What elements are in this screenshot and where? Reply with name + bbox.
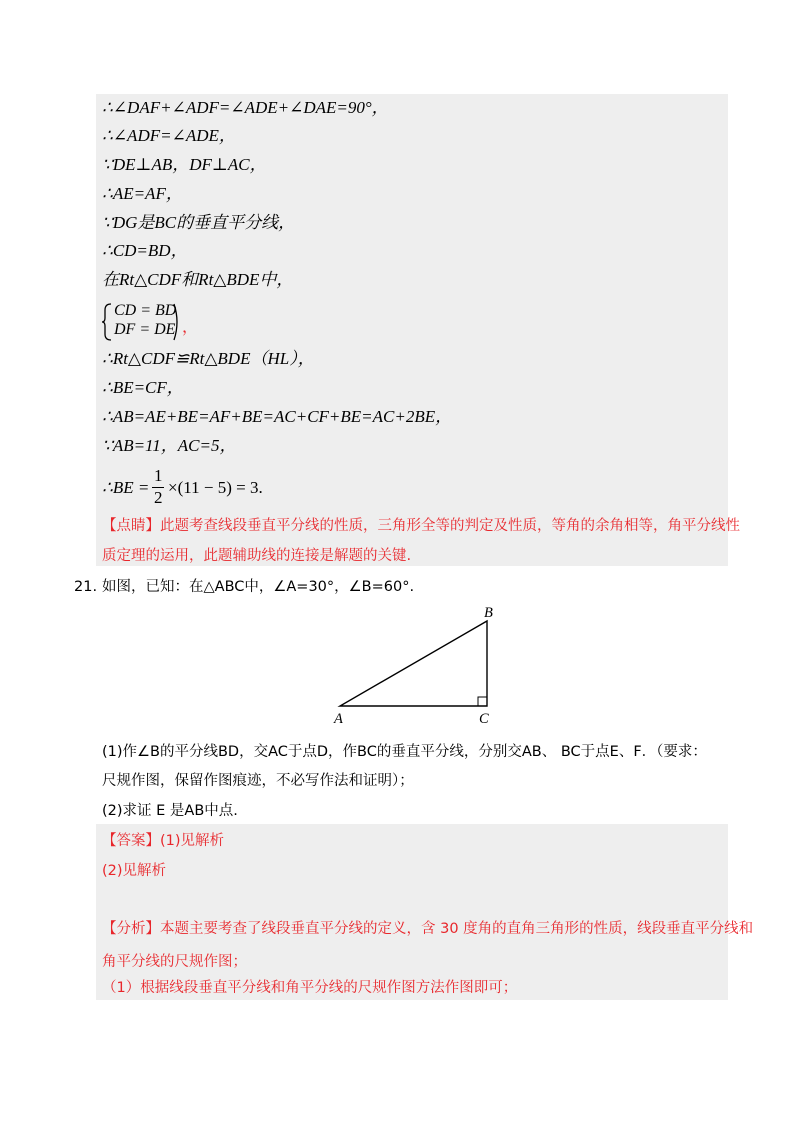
fraction-denominator: 2 (154, 488, 163, 507)
dianjing-line-2: 质定理的运用，此题辅助线的连接是解题的关键. (102, 548, 412, 564)
part1-line-1: (1)作∠B的平分线BD，交AC于点D，作BC的垂直平分线，分别交AB、 BC于点E、F．（要求： (102, 744, 707, 760)
triangle-abc (340, 621, 487, 706)
proof-line-6: ∴CD=BD， (102, 241, 188, 260)
proof-line-9: ∴BE=CF， (102, 378, 184, 397)
system-row-2: DF = DE (114, 321, 176, 338)
proof-line-10: ∴AB=AE+BE=AF+BE=AC+CF+BE=AC+2BE， (102, 407, 453, 426)
proof-line-2: ∴∠ADF=∠ADE， (102, 126, 236, 145)
system-tail: ， (182, 319, 199, 336)
answer-line-1: 【答案】(1)见解析 (102, 833, 225, 849)
left-brace-icon (102, 302, 114, 342)
proof-line-3: ∵DE⊥AB，DF⊥AC， (102, 155, 267, 174)
triangle-figure (330, 600, 530, 730)
proof-line-4: ∴AE=AF， (102, 184, 183, 203)
part2-line: (2)求证 E 是AB中点. (102, 803, 238, 819)
right-paren-icon (172, 302, 182, 342)
proof-line-11: ∵AB=11，AC=5， (102, 436, 237, 455)
question-number: 21. (74, 579, 98, 595)
right-angle-mark (478, 697, 487, 706)
proof-line-1: ∴∠DAF+∠ADF=∠ADE+∠DAE=90°， (102, 98, 389, 117)
vertex-label-c: C (479, 711, 489, 727)
fraction-numerator: 1 (154, 466, 163, 485)
system-row-1: CD = BD (114, 302, 177, 319)
analysis-line-1: 【分析】本题主要考查了线段垂直平分线的定义，含 30 度角的直角三角形的性质，线段垂直平分线和 (102, 921, 754, 937)
vertex-label-b: B (484, 605, 493, 621)
analysis-line-2: 角平分线的尺规作图； (102, 954, 247, 970)
analysis-line-3: （1）根据线段垂直平分线和角平分线的尺规作图方法作图即可； (102, 980, 518, 996)
proof-line-8: ∴Rt△CDF≌Rt△BDE（HL）， (102, 349, 315, 368)
equation-system (102, 302, 212, 342)
question-stem: 如图，已知：在△ABC中，∠A=30°，∠B=60°. (102, 579, 415, 595)
final-rest: ×(11 − 5) = 3. (168, 478, 263, 497)
final-equation (102, 468, 362, 508)
proof-line-5: ∵DG是BC的垂直平分线， (102, 213, 296, 232)
dianjing-line-1: 【点睛】此题考查线段垂直平分线的性质，三角形全等的判定及性质，等角的余角相等，角平分线性 (102, 518, 740, 534)
proof-line-7: 在Rt△CDF和Rt△BDE中， (102, 270, 294, 289)
final-prefix: ∴BE = (102, 478, 150, 497)
vertex-label-a: A (334, 711, 343, 727)
answer-line-2: (2)见解析 (102, 863, 167, 879)
part1-line-2: 尺规作图，保留作图痕迹，不必写作法和证明）； (102, 773, 414, 789)
